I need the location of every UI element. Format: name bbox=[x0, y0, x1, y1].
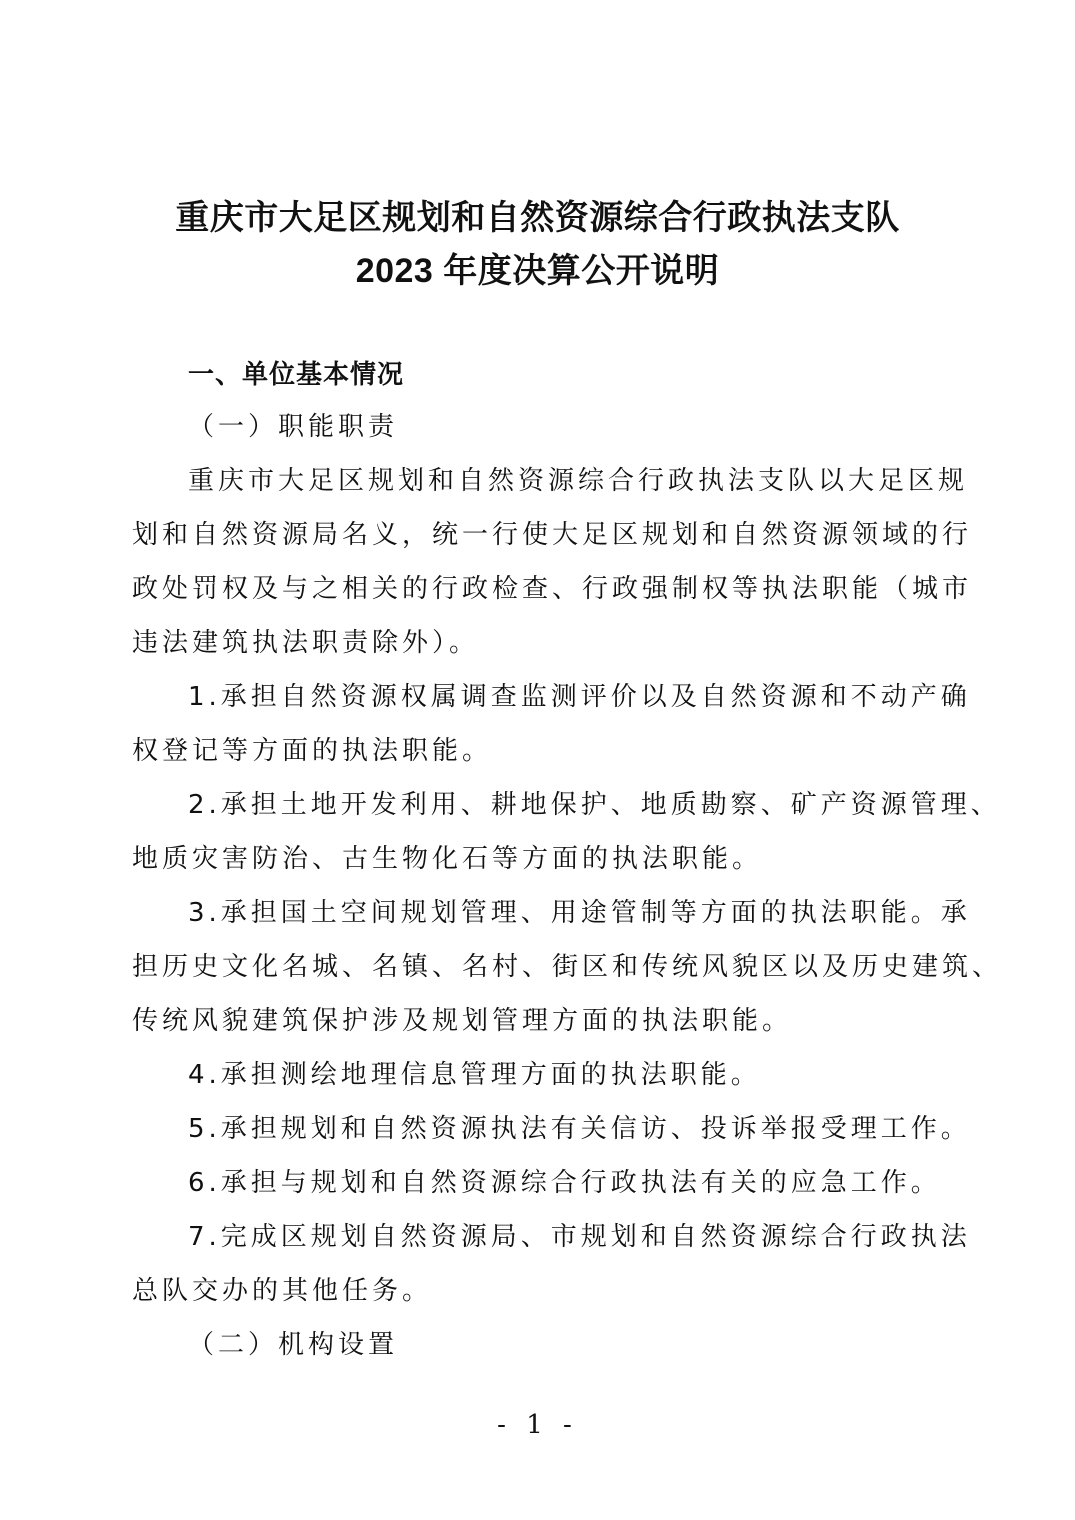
item-7-line-2: 总队交办的其他任务。 bbox=[132, 1276, 433, 1306]
subsection-heading-1: （一）职能职责 bbox=[188, 412, 399, 442]
subsection-heading-2: （二）机构设置 bbox=[188, 1330, 399, 1360]
item-7-line-1: 7.完成区规划自然资源局、市规划和自然资源综合行政执法 bbox=[188, 1222, 971, 1252]
intro-line-2: 划和自然资源局名义，统一行使大足区规划和自然资源领域的行 bbox=[132, 520, 973, 550]
item-3-line-3: 传统风貌建筑保护涉及规划管理方面的执法职能。 bbox=[132, 1006, 793, 1036]
item-2-line-2: 地质灾害防治、古生物化石等方面的执法职能。 bbox=[132, 844, 763, 874]
item-1-line-1: 1.承担自然资源权属调查监测评价以及自然资源和不动产确 bbox=[188, 682, 971, 712]
section-heading-1: 一、单位基本情况 bbox=[188, 360, 405, 390]
item-5-line-1: 5.承担规划和自然资源执法有关信访、投诉举报受理工作。 bbox=[188, 1114, 971, 1144]
item-3-line-1: 3.承担国土空间规划管理、用途管制等方面的执法职能。承 bbox=[188, 898, 971, 928]
intro-line-1: 重庆市大足区规划和自然资源综合行政执法支队以大足区规 bbox=[188, 466, 969, 496]
item-6-line-1: 6.承担与规划和自然资源综合行政执法有关的应急工作。 bbox=[188, 1168, 941, 1198]
document-title-line1: 重庆市大足区规划和自然资源综合行政执法支队 bbox=[175, 198, 900, 238]
intro-line-3: 政处罚权及与之相关的行政检查、行政强制权等执法职能（城市 bbox=[132, 574, 973, 604]
item-4-line-1: 4.承担测绘地理信息管理方面的执法职能。 bbox=[188, 1060, 761, 1090]
item-3-line-2: 担历史文化名城、名镇、名村、街区和传统风貌区以及历史建筑、 bbox=[132, 952, 1003, 982]
page-number: - 1 - bbox=[497, 1410, 578, 1440]
item-2-line-1: 2.承担土地开发利用、耕地保护、地质勘察、矿产资源管理、 bbox=[188, 790, 1001, 820]
intro-line-4: 违法建筑执法职责除外）。 bbox=[132, 628, 480, 658]
document-title-line2: 2023 年度决算公开说明 bbox=[355, 252, 720, 290]
item-1-line-2: 权登记等方面的执法职能。 bbox=[132, 736, 493, 766]
